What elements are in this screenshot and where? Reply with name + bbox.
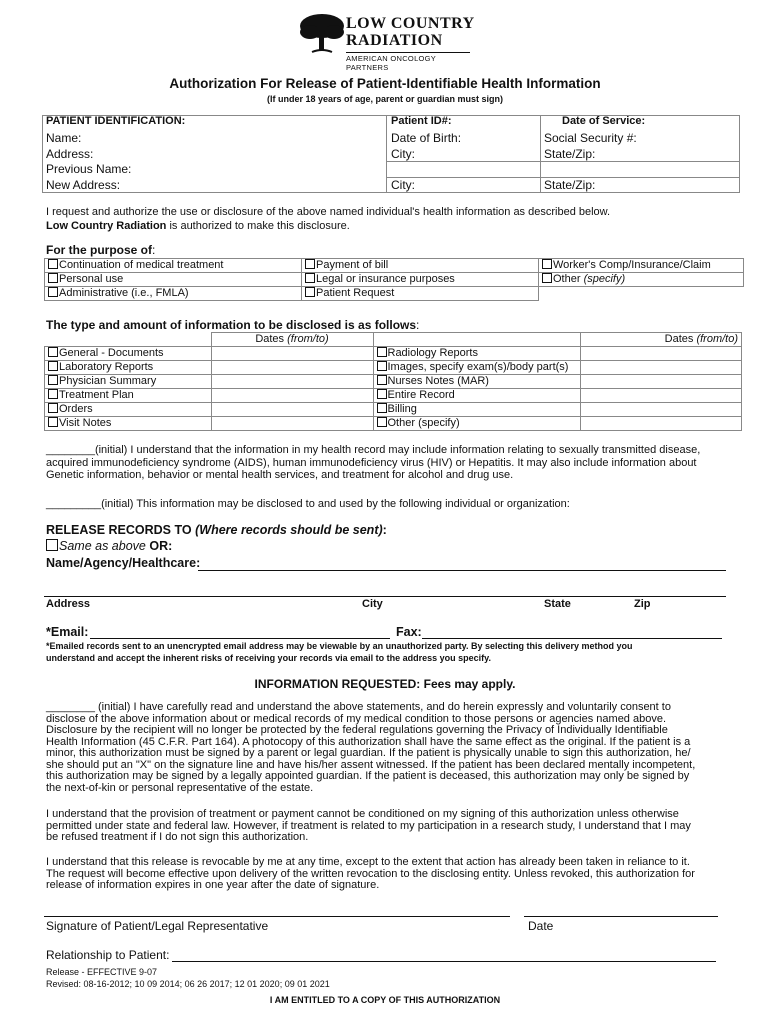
checkbox-icon[interactable]	[48, 361, 58, 371]
previous-name-field[interactable]: Previous Name:	[46, 162, 132, 176]
dates-input[interactable]	[580, 361, 742, 375]
organization-name: Low Country Radiation	[46, 220, 167, 232]
checkbox-icon[interactable]	[305, 287, 315, 297]
purpose-option[interactable]: Patient Request	[302, 287, 539, 301]
date-line[interactable]	[524, 916, 718, 917]
dates-input[interactable]	[580, 347, 742, 361]
logo	[298, 12, 478, 72]
email-label: *Email:	[46, 625, 89, 639]
dates-input[interactable]	[211, 389, 373, 403]
dates-input[interactable]	[211, 361, 373, 375]
new-address-field[interactable]: New Address:	[46, 177, 121, 192]
checkbox-icon[interactable]	[48, 287, 58, 297]
logo-subtitle: AMERICAN ONCOLOGY PARTNERS	[346, 54, 436, 72]
purpose-option[interactable]: Other (specify)	[539, 273, 744, 287]
checkbox-icon[interactable]	[48, 259, 58, 269]
footer-entitled: I AM ENTITLED TO A COPY OF THIS AUTHORIZATION	[269, 995, 501, 1005]
consent-line-1: (initial) I have carefully read and understand the above statements, and do herein expressly and voluntarily consent to	[94, 701, 671, 713]
purpose-header	[46, 243, 155, 257]
logo-line1: LOW COUNTRY	[346, 15, 475, 32]
purpose-option[interactable]: Legal or insurance purposes	[302, 273, 539, 287]
checkbox-icon[interactable]	[377, 389, 387, 399]
purpose-option[interactable]: Administrative (i.e., FMLA)	[45, 287, 302, 301]
type-option[interactable]: Images, specify exam(s)/body part(s)	[373, 361, 580, 375]
state-zip-field[interactable]: State/Zip:	[544, 146, 596, 161]
email-note: *Emailed records sent to an unencrypted email address may be viewable by an unauthorized party. By selecting this delivery method you understand and accept the inherent risks of receiving your records via email to the address you specify.	[46, 641, 633, 663]
patient-id-header: PATIENT IDENTIFICATION:	[46, 115, 186, 127]
types-table	[44, 332, 742, 431]
type-option[interactable]: Radiology Reports	[373, 347, 580, 361]
same-as-above-label: Same as above	[59, 539, 146, 553]
address-line[interactable]	[44, 596, 726, 597]
relationship-line[interactable]	[172, 961, 716, 962]
purpose-colon: :	[152, 243, 156, 257]
city-field[interactable]: City:	[391, 146, 415, 161]
dates-input[interactable]	[580, 375, 742, 389]
patient-id-label: Patient ID#:	[391, 115, 452, 127]
request-line-2	[46, 220, 350, 232]
fax-line[interactable]	[422, 638, 722, 639]
types-header	[46, 318, 419, 332]
dates-input[interactable]	[211, 375, 373, 389]
initial-statement-1-line2: acquired immunodeficiency syndrome (AIDS), human immunodeficiency virus (HIV) or Hepatitis. It may also include information about	[46, 456, 697, 469]
date-of-birth-field[interactable]: Date of Birth:	[391, 131, 462, 145]
dates-header-left: Dates (from/to)	[211, 333, 373, 347]
purpose-header-text: For the purpose of	[46, 243, 152, 257]
new-city-field[interactable]: City:	[391, 177, 415, 192]
checkbox-icon[interactable]	[48, 375, 58, 385]
information-requested: INFORMATION REQUESTED: Fees may apply.	[254, 677, 516, 691]
name-field[interactable]: Name:	[46, 131, 82, 145]
checkbox-icon[interactable]	[305, 259, 315, 269]
initial-blank[interactable]: _________	[46, 498, 102, 510]
footer-release: Release - EFFECTIVE 9-07	[46, 967, 158, 977]
name-agency-line[interactable]	[198, 570, 726, 571]
or-label: OR:	[149, 539, 173, 553]
checkbox-icon[interactable]	[542, 273, 552, 283]
email-line[interactable]	[90, 638, 390, 639]
initial-statement-1-line3: Genetic information, behavior or mental health services, and treatment for alcohol and drug use.	[46, 469, 514, 481]
checkbox-icon[interactable]	[48, 347, 58, 357]
checkbox-icon[interactable]	[48, 389, 58, 399]
address-label: Address	[46, 598, 91, 610]
type-option[interactable]: Billing	[373, 403, 580, 417]
revoke-paragraph: I understand that this release is revocable by me at any time, except to the extent that action has already been taken in reliance to it. The request will become effective upon delivery of the written revocation to the disclosing entity. Unless revoked, this authorization for release of information expires in one year after the date of signature.	[46, 856, 695, 891]
state-label: State	[544, 598, 571, 610]
dates-header-right: Dates (from/to)	[580, 333, 742, 347]
form-title: Authorization For Release of Patient-Identifiable Health Information	[169, 76, 601, 91]
dates-input[interactable]	[580, 417, 742, 431]
dates-input[interactable]	[211, 403, 373, 417]
treatment-paragraph: I understand that the provision of treatment or payment cannot be conditioned on my signing of this authorization unless otherwise permitted under state and federal law. However, if treatment is related to my participation in a research study, I understand that I may be refused treatment if I do not sign this authorization.	[46, 808, 691, 843]
consent-rest: disclose of the above information about or medical records of my medical condition to those persons or agencies named above. Disclosure by the recipient will no longer be protected by the federal regulations governing the Privacy of Individually Identifiable Health Information (45 C.F.R. Part 164). A photocopy of this authorization shall have the same effect as the original. If the patient is a minor, this authorization must be signed by a parent or legal guardian. If the patient is physically unable to sign this authorization, he/ she should put an "X" on the signature line and have his/her assent witnessed. If the patient has been declared mentally incompetent, this authorization may be signed by a legally appointed guardian. If the patient is deceased, this authorization may only be signed by the next-of-kin or personal representative of the estate.	[46, 712, 696, 794]
checkbox-icon[interactable]	[377, 361, 387, 371]
type-option[interactable]: General - Documents	[45, 347, 212, 361]
relationship-label: Relationship to Patient:	[46, 948, 170, 962]
date-of-service-label: Date of Service:	[562, 115, 646, 127]
logo-line2: RADIATION	[346, 32, 443, 49]
checkbox-icon[interactable]	[377, 375, 387, 385]
footer-revised: Revised: 08-16-2012; 10 09 2014; 06 26 2017; 12 01 2020; 09 01 2021	[46, 979, 330, 989]
initial-statement-1	[46, 444, 746, 482]
request-line-2-rest: is authorized to make this disclosure.	[166, 220, 350, 232]
checkbox-icon[interactable]	[46, 539, 58, 551]
purpose-option[interactable]: Worker's Comp/Insurance/Claim	[539, 259, 744, 273]
purpose-table	[44, 258, 744, 301]
dates-input[interactable]	[580, 389, 742, 403]
tree-icon	[298, 12, 346, 56]
purpose-option[interactable]: Payment of bill	[302, 259, 539, 273]
dates-input[interactable]	[211, 347, 373, 361]
request-line-1: I request and authorize the use or disclosure of the above named individual's health information as described below.	[46, 206, 611, 218]
consent-paragraph	[46, 702, 746, 794]
dates-input[interactable]	[211, 417, 373, 431]
checkbox-icon[interactable]	[377, 347, 387, 357]
address-field[interactable]: Address:	[46, 146, 94, 161]
types-header-text: The type and amount of information to be disclosed is as follows	[46, 318, 417, 332]
new-state-zip-field[interactable]: State/Zip:	[544, 177, 596, 192]
type-option[interactable]: Other (specify)	[373, 417, 580, 431]
initial-blank[interactable]: ________	[46, 701, 95, 713]
city-label: City	[362, 598, 383, 610]
release-records-label: RELEASE RECORDS TO (Where records should be sent):	[46, 523, 387, 537]
type-option[interactable]: Visit Notes	[45, 417, 212, 431]
initial-statement-1-text: (initial) I understand that the information in my health record may include information relating to sexually transmitted disease,	[94, 444, 701, 456]
type-option[interactable]: Nurses Notes (MAR)	[373, 375, 580, 389]
checkbox-icon[interactable]	[542, 259, 552, 269]
same-as-above-row[interactable]	[46, 539, 172, 553]
zip-label: Zip	[634, 598, 651, 610]
initial-statement-2	[46, 498, 570, 510]
checkbox-icon[interactable]	[305, 273, 315, 283]
purpose-option[interactable]: Personal use	[45, 273, 302, 287]
date-label: Date	[528, 919, 554, 933]
checkbox-icon[interactable]	[48, 417, 58, 427]
type-option[interactable]: Treatment Plan	[45, 389, 212, 403]
purpose-option[interactable]: Continuation of medical treatment	[45, 259, 302, 273]
types-colon: :	[416, 318, 420, 332]
checkbox-icon[interactable]	[377, 403, 387, 413]
form-subtitle: (If under 18 years of age, parent or guardian must sign)	[266, 94, 504, 104]
name-agency-label: Name/Agency/Healthcare:	[46, 556, 201, 570]
dates-input[interactable]	[580, 403, 742, 417]
blank-cell	[544, 162, 637, 178]
checkbox-icon[interactable]	[48, 273, 58, 283]
signature-line[interactable]	[44, 916, 510, 917]
type-option[interactable]: Physician Summary	[45, 375, 212, 389]
blank-cell	[391, 162, 461, 178]
signature-label: Signature of Patient/Legal Representative	[46, 919, 269, 933]
checkbox-icon[interactable]	[48, 403, 58, 413]
checkbox-icon[interactable]	[377, 417, 387, 427]
initial-blank[interactable]: ________	[46, 444, 95, 456]
type-option[interactable]: Laboratory Reports	[45, 361, 212, 375]
type-option[interactable]: Entire Record	[373, 389, 580, 403]
ssn-field[interactable]: Social Security #:	[544, 131, 637, 145]
initial-statement-2-text: (initial) This information may be disclosed to and used by the following individual or organization:	[101, 498, 570, 510]
fax-label: Fax:	[396, 625, 422, 639]
type-option[interactable]: Orders	[45, 403, 212, 417]
